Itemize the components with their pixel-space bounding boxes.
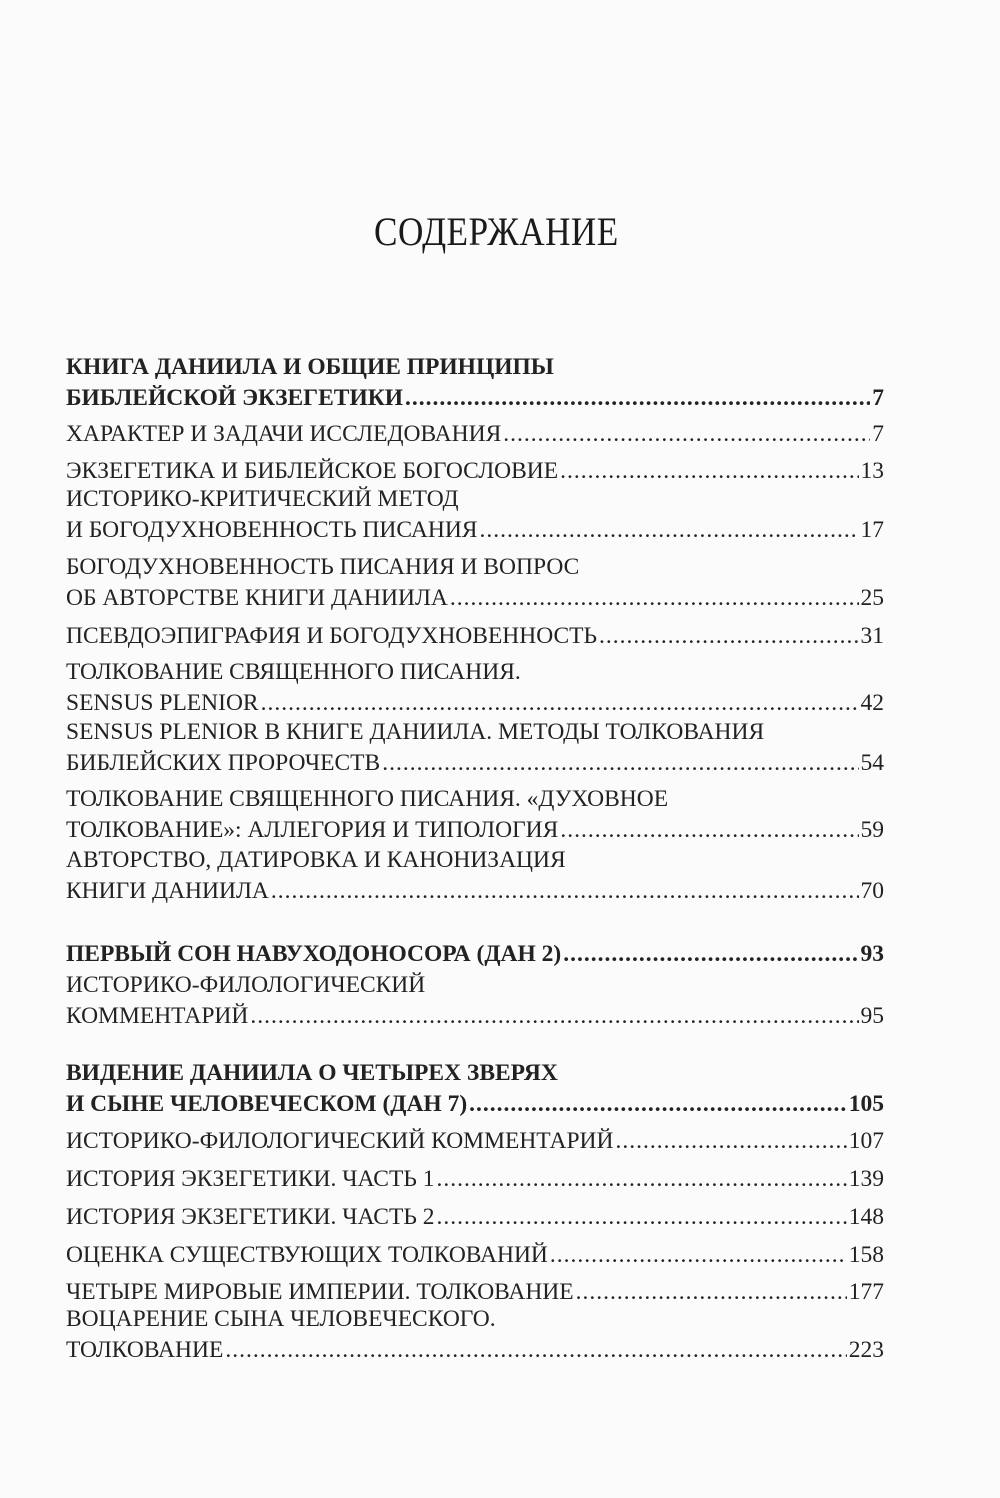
toc-entry-title: БИБЛЕЙСКИХ ПРОРОЧЕСТВ bbox=[66, 750, 381, 776]
toc-entry-last-line bbox=[66, 815, 884, 845]
toc-entry-title: БОГОДУХНОВЕННОСТЬ ПИСАНИЯ И ВОПРОС bbox=[66, 554, 580, 580]
dot-leader bbox=[503, 419, 870, 449]
toc-page-number: 139 bbox=[848, 1166, 884, 1192]
toc-entry-title: ТОЛКОВАНИЕ bbox=[66, 1337, 224, 1363]
toc-entry-last-line bbox=[66, 1001, 884, 1031]
toc-page-number: 93 bbox=[860, 941, 884, 967]
toc-entry-title: ПЕРВЫЙ СОН НАВУХОДОНОСОРА (ДАН 2) bbox=[66, 941, 562, 967]
toc-entry-line bbox=[66, 1058, 558, 1088]
toc-entry-line bbox=[66, 784, 668, 814]
toc-page-number: 158 bbox=[848, 1242, 884, 1268]
toc-entry-line bbox=[66, 552, 579, 582]
toc-entry-line bbox=[66, 1304, 496, 1334]
toc-entry-title: КНИГИ ДАНИИЛА bbox=[66, 878, 269, 904]
dot-leader bbox=[450, 583, 859, 613]
toc-entry-last-line bbox=[66, 621, 884, 651]
toc-page-number: 7 bbox=[872, 421, 884, 447]
toc-page-number: 25 bbox=[860, 585, 884, 611]
dot-leader bbox=[560, 456, 858, 486]
toc-entry-title: SENSUS PLENIOR В КНИГЕ ДАНИИЛА. МЕТОДЫ ТОЛКОВАНИЯ bbox=[66, 719, 765, 745]
toc-entry-title: ИСТОРИКО-ФИЛОЛОГИЧЕСКИЙ bbox=[66, 972, 426, 998]
toc-entry-title: ИСТОРИЯ ЭКЗЕГЕТИКИ. ЧАСТЬ 2 bbox=[66, 1204, 435, 1230]
toc-entry-last-line bbox=[66, 1089, 884, 1119]
toc-page-number: 105 bbox=[848, 1091, 884, 1117]
toc-entry-last-line bbox=[66, 419, 884, 449]
toc-entry-last-line bbox=[66, 1164, 884, 1194]
toc-page-number: 70 bbox=[860, 878, 884, 904]
toc-entry-last-line bbox=[66, 583, 884, 613]
toc-entry-line bbox=[66, 970, 425, 1000]
dot-leader bbox=[436, 1164, 846, 1194]
toc-page-number: 17 bbox=[860, 517, 884, 543]
toc-entry-last-line bbox=[66, 383, 884, 413]
toc-entry-last-line bbox=[66, 1335, 884, 1365]
toc-entry-title: ТОЛКОВАНИЕ СВЯЩЕННОГО ПИСАНИЯ. «ДУХОВНОЕ bbox=[66, 786, 669, 812]
toc-entry-title: ТОЛКОВАНИЕ СВЯЩЕННОГО ПИСАНИЯ. bbox=[66, 659, 521, 685]
toc-entry-title: ХАРАКТЕР И ЗАДАЧИ ИССЛЕДОВАНИЯ bbox=[66, 421, 502, 447]
toc-page-number: 177 bbox=[848, 1279, 884, 1305]
toc-entry-last-line bbox=[66, 688, 884, 718]
toc-entry-title: АВТОРСТВО, ДАТИРОВКА И КАНОНИЗАЦИЯ bbox=[66, 847, 566, 873]
toc-entry-last-line bbox=[66, 939, 884, 969]
table-of-contents bbox=[66, 0, 884, 1498]
dot-leader bbox=[563, 939, 858, 969]
toc-entry-last-line bbox=[66, 748, 884, 778]
toc-page-number: 95 bbox=[860, 1003, 884, 1029]
toc-entry-last-line bbox=[66, 515, 884, 545]
toc-entry-last-line bbox=[66, 456, 884, 486]
toc-entry-title: КОММЕНТАРИЙ bbox=[66, 1003, 249, 1029]
dot-leader bbox=[382, 748, 858, 778]
toc-page-number: 31 bbox=[860, 623, 884, 649]
toc-entry-title: ВОЦАРЕНИЕ СЫНА ЧЕЛОВЕЧЕСКОГО. bbox=[66, 1306, 496, 1332]
dot-leader bbox=[271, 876, 859, 906]
toc-entry-title: ИСТОРИКО-ФИЛОЛОГИЧЕСКИЙ КОММЕНТАРИЙ bbox=[66, 1128, 614, 1154]
toc-entry-last-line bbox=[66, 1277, 884, 1307]
toc-entry-title: ОБ АВТОРСТВЕ КНИГИ ДАНИИЛА bbox=[66, 585, 448, 611]
toc-entry-title: ТОЛКОВАНИЕ»: АЛЛЕГОРИЯ И ТИПОЛОГИЯ bbox=[66, 817, 559, 843]
toc-entry-title: ЧЕТЫРЕ МИРОВЫЕ ИМПЕРИИ. ТОЛКОВАНИЕ bbox=[66, 1279, 574, 1305]
toc-entry-line bbox=[66, 845, 566, 875]
toc-entry-title: SENSUS PLENIOR bbox=[66, 690, 259, 716]
toc-entry-line bbox=[66, 484, 459, 514]
toc-entry-title: КНИГА ДАНИИЛА И ОБЩИЕ ПРИНЦИПЫ bbox=[66, 354, 554, 380]
toc-entry-last-line bbox=[66, 1126, 884, 1156]
dot-leader bbox=[479, 515, 858, 545]
toc-entry-title: ПСЕВДОЭПИГРАФИЯ И БОГОДУХНОВЕННОСТЬ bbox=[66, 623, 598, 649]
toc-entry-last-line bbox=[66, 876, 884, 906]
dot-leader bbox=[405, 383, 870, 413]
toc-entry-title: ВИДЕНИЕ ДАНИИЛА О ЧЕТЫРЕХ ЗВЕРЯХ bbox=[66, 1060, 558, 1086]
page-title: СОДЕРЖАНИЕ bbox=[374, 209, 619, 254]
toc-entry-line bbox=[66, 657, 521, 687]
toc-page-number: 42 bbox=[860, 690, 884, 716]
dot-leader bbox=[599, 621, 858, 651]
dot-leader bbox=[250, 1001, 858, 1031]
dot-leader bbox=[560, 815, 858, 845]
dot-leader bbox=[576, 1277, 847, 1307]
toc-entry-title: ИСТОРИКО-КРИТИЧЕСКИЙ МЕТОД bbox=[66, 486, 459, 512]
toc-entry-title: И СЫНЕ ЧЕЛОВЕЧЕСКОМ (ДАН 7) bbox=[66, 1091, 468, 1117]
toc-page-number: 59 bbox=[860, 817, 884, 843]
dot-leader bbox=[436, 1202, 846, 1232]
toc-entry-title: И БОГОДУХНОВЕННОСТЬ ПИСАНИЯ bbox=[66, 517, 478, 543]
dot-leader bbox=[261, 688, 859, 718]
toc-page-number: 148 bbox=[848, 1204, 884, 1230]
toc-page-number: 13 bbox=[860, 458, 884, 484]
toc-entry-last-line bbox=[66, 1202, 884, 1232]
toc-entry-title: ИСТОРИЯ ЭКЗЕГЕТИКИ. ЧАСТЬ 1 bbox=[66, 1166, 435, 1192]
toc-page-number: 107 bbox=[848, 1128, 884, 1154]
toc-entry-line bbox=[66, 717, 764, 747]
dot-leader bbox=[225, 1335, 846, 1365]
dot-leader bbox=[615, 1126, 846, 1156]
toc-entry-title: ЭКЗЕГЕТИКА И БИБЛЕЙСКОЕ БОГОСЛОВИЕ bbox=[66, 458, 559, 484]
toc-entry-last-line bbox=[66, 1240, 884, 1270]
toc-entry-title: ОЦЕНКА СУЩЕСТВУЮЩИХ ТОЛКОВАНИЙ bbox=[66, 1242, 548, 1268]
dot-leader bbox=[550, 1240, 847, 1270]
toc-page-number: 223 bbox=[848, 1337, 884, 1363]
toc-entry-title: БИБЛЕЙСКОЙ ЭКЗЕГЕТИКИ bbox=[66, 385, 404, 411]
toc-entry-line bbox=[66, 352, 554, 382]
dot-leader bbox=[469, 1089, 847, 1119]
toc-page-number: 7 bbox=[872, 385, 884, 411]
toc-page-number: 54 bbox=[860, 750, 884, 776]
